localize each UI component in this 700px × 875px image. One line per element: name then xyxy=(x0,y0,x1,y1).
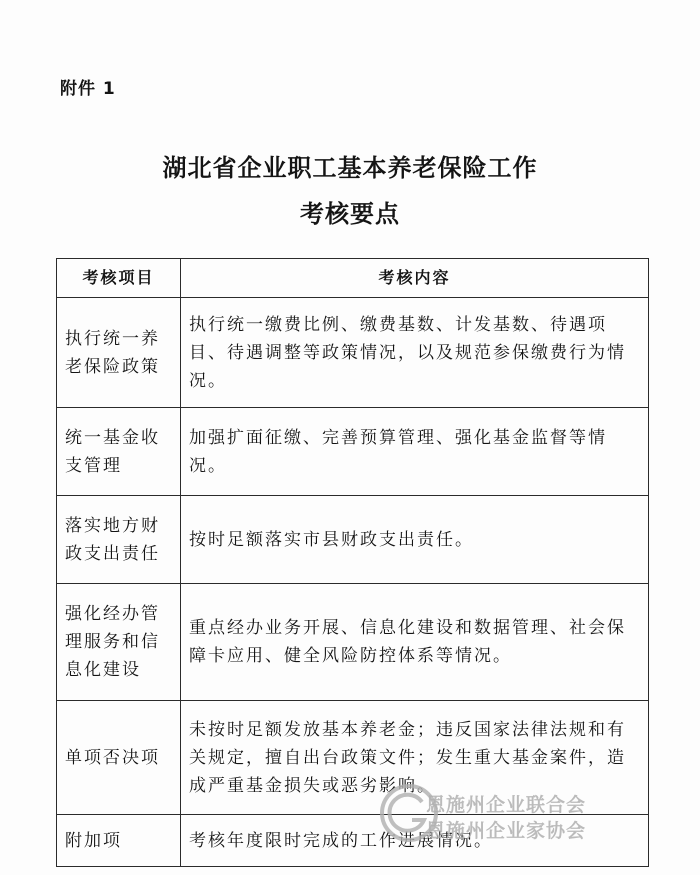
watermark xyxy=(378,778,678,848)
table-row xyxy=(57,298,649,408)
table-header-row xyxy=(57,259,649,298)
column-header-item: 考核项目 xyxy=(57,259,181,298)
document-title-line1: 湖北省企业职工基本养老保险工作 xyxy=(162,154,538,182)
attachment-label: 附件 1 xyxy=(60,79,116,99)
column-header-content: 考核内容 xyxy=(181,259,649,298)
watermark-line2: 恩施州企业家协会 xyxy=(426,820,587,842)
row-content-cell: 执行统一缴费比例、缴费基数、计发基数、待遇项目、待遇调整等政策情况，以及规范参保缴费行为情况。 xyxy=(181,298,649,408)
row-item-cell: 附加项 xyxy=(57,815,181,867)
row-item-cell: 强化经办管理服务和信息化建设 xyxy=(57,584,181,701)
document-title-line2: 考核要点 xyxy=(300,200,400,228)
row-content-cell: 加强扩面征缴、完善预算管理、强化基金监督等情况。 xyxy=(181,408,649,496)
row-item-cell: 执行统一养老保险政策 xyxy=(57,298,181,408)
row-content-cell: 按时足额落实市县财政支出责任。 xyxy=(181,496,649,584)
table-row xyxy=(57,408,649,496)
row-content-cell: 重点经办业务开展、信息化建设和数据管理、社会保障卡应用、健全风险防控体系等情况。 xyxy=(181,584,649,701)
row-item-cell: 统一基金收支管理 xyxy=(57,408,181,496)
row-item-cell: 落实地方财政支出责任 xyxy=(57,496,181,584)
watermark-line1: 恩施州企业联合会 xyxy=(426,794,587,816)
table-row xyxy=(57,496,649,584)
row-content-cell: 考核年度限时完成的工作进展情况。 xyxy=(181,815,649,867)
table-row xyxy=(57,584,649,701)
row-content-cell: 未按时足额发放基本养老金；违反国家法律法规和有关规定，擅自出台政策文件；发生重大基金案件，造成严重基金损失或恶劣影响。 xyxy=(181,701,649,815)
row-item-cell: 单项否决项 xyxy=(57,701,181,815)
assessment-table xyxy=(56,258,649,867)
